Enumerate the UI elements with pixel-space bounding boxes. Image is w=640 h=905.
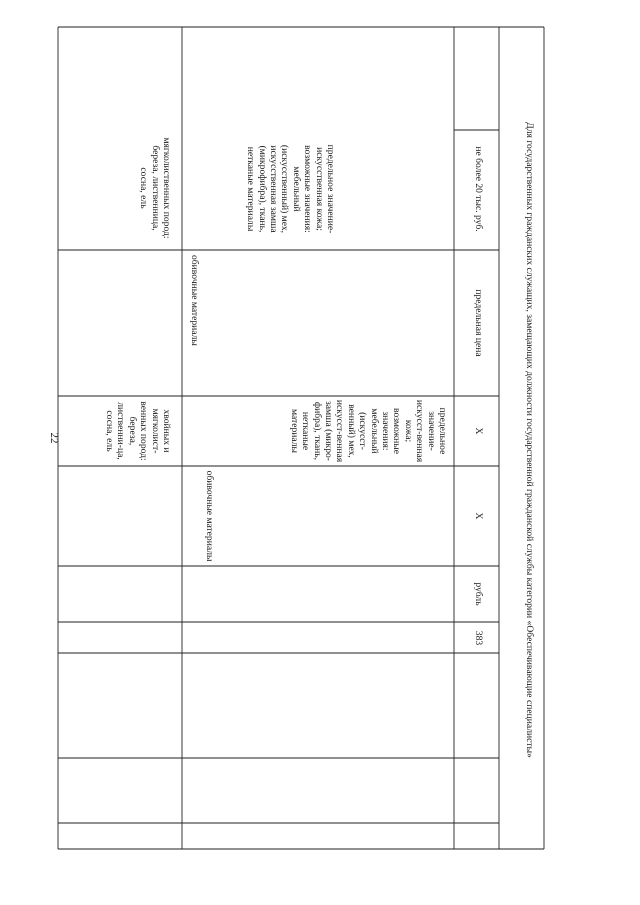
price-unit: рубль	[473, 582, 484, 606]
upholstery-label-a: обивочные материалы	[204, 470, 215, 562]
wood-types-short: хвойных и мягколист-венных пород: береза, лиственни-ца, сосна, ель	[103, 401, 172, 461]
page-number: 22	[48, 432, 60, 444]
wood-types-long: мягколиственных пород: береза, лиственница, сосна, ель	[138, 137, 172, 239]
upholstery-label-b: обивочные материалы	[189, 255, 200, 346]
price-x-mark-b: Х	[473, 427, 484, 435]
upholstery-value-b: предельное значение-искусственная кожа; возможные значения: мебельный (искусственный) мех, искусственная замша (микрофибра), ткань, нетканые материалы	[245, 144, 336, 234]
price-code: 383	[473, 630, 484, 646]
price-x-mark-a: Х	[473, 512, 484, 520]
price-value: не более 20 тыс. руб.	[473, 146, 484, 232]
upholstery-value-a: предельное значение-искусст-венная кожа; возможные значения: мебельный (искусст-венный) мех, искусст-венная замша (микро-фибра), ткань, нетканые материалы	[288, 399, 448, 463]
price-label: предельная цена	[473, 289, 484, 357]
category-footer: Для государственных гражданских служащих, замещающих должности государственной гражданской службы категории «Обеспечивающие специалисты»	[524, 122, 535, 758]
